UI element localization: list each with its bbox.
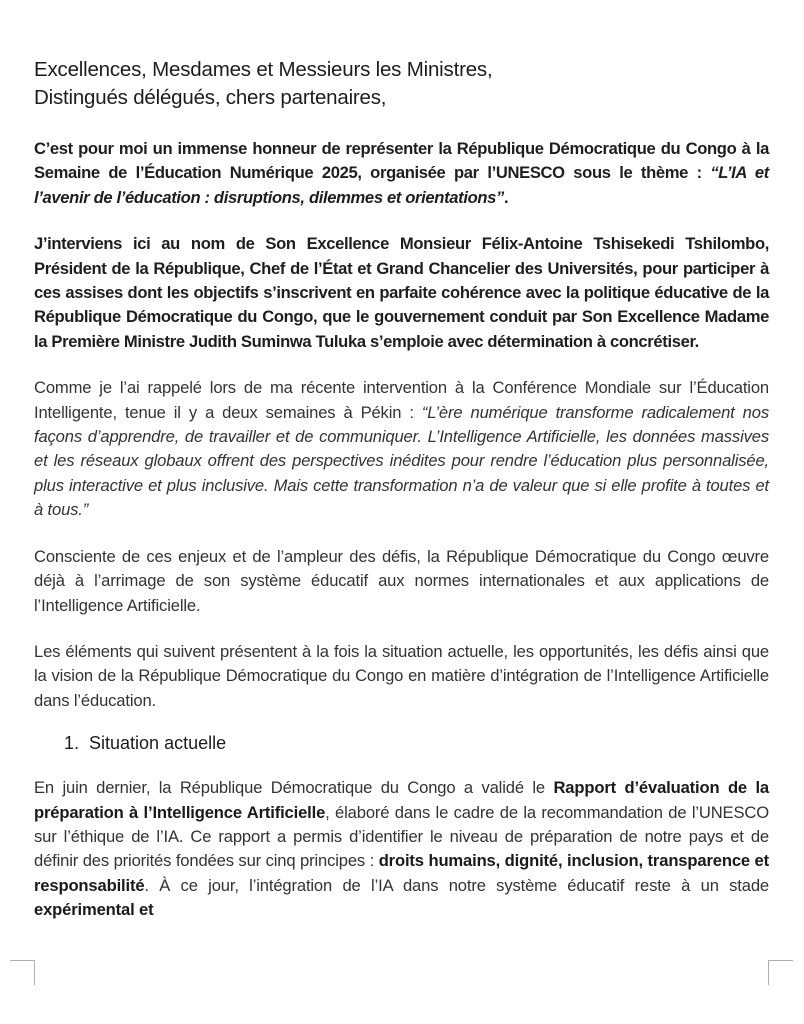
- paragraph-beijing-conference: [34, 376, 769, 522]
- beijing-quote: “L’ère numérique transforme radicalement nos façons d’apprendre, de travailler et de communiquer. L’Intelligence Artificielle, les données massives et les réseaux globaux offrent des perspectives inédites pour rendre l’éducation plus personnalisée, plus interactive et plus inclusive. Mais cette transformation n’a de valeur que si elle profite à toutes et à tous.”: [34, 402, 769, 520]
- paragraph-intro: [34, 137, 769, 210]
- paragraph-mandate: J’interviens ici au nom de Son Excellence Monsieur Félix-Antoine Tshisekedi Tshilombo, Président de la République, Chef de l’État et Grand Chancelier des Universités, pour participer à ces assises dont les objectifs s’inscrivent en parfaite cohérence avec la politique éducative de la République Démocratique du Congo, que le gouvernement conduit par Son Excellence Madame la Première Ministre Judith Suminwa Tuluka s’emploie avec détermination à concrétiser.: [34, 234, 769, 351]
- section-heading: [34, 731, 769, 755]
- salutation: [34, 56, 769, 112]
- text-segment: . À ce jour, l’intégration de l’IA dans notre système éducatif reste à un stade: [144, 875, 769, 895]
- bold-report-title: Rapport d’évaluation de la préparation à l’Intelligence Artificielle: [34, 778, 770, 822]
- salutation-line-2: Distingués délégués, chers partenaires,: [34, 86, 387, 109]
- page-corner-mark-right: [768, 960, 793, 985]
- paragraph-intro-end: .: [503, 187, 509, 207]
- theme-quote: “L’IA et l’avenir de l’éducation : disruptions, dilemmes et orientations”: [34, 163, 769, 207]
- page-corner-mark-left: [10, 960, 35, 985]
- text-segment: En juin dernier, la République Démocratique du Congo a validé le: [34, 778, 554, 798]
- paragraph-awareness: Consciente de ces enjeux et de l’ampleur des défis, la République Démocratique du Congo œuvre déjà à l’arrimage de son système éducatif aux normes internationales et aux applications de l’Intelligence Artificielle.: [34, 546, 769, 615]
- document-page: [34, 56, 769, 923]
- bold-stage: expérimental et: [34, 900, 154, 920]
- bold-principles: droits humains, dignité, inclusion, transparence et responsabilité: [34, 851, 770, 895]
- paragraph-current-situation: [34, 776, 769, 922]
- salutation-line-1: Excellences, Mesdames et Messieurs les Ministres,: [34, 58, 493, 81]
- section-title: Situation actuelle: [89, 733, 227, 754]
- paragraph-intro-text: C’est pour moi un immense honneur de représenter la République Démocratique du Congo à la Semaine de l’Éducation Numérique 2025, organisée par l’UNESCO sous le thème :: [34, 139, 769, 183]
- text-segment: , élaboré dans le cadre de la recommandation de l’UNESCO sur l’éthique de l’IA. Ce rapport a permis d’identifier le niveau de préparation de notre pays et de définir des priorités fondées sur cinq principes :: [34, 802, 769, 871]
- paragraph-beijing-text: Comme je l’ai rappelé lors de ma récente intervention à la Conférence Mondiale sur l’Éducation Intelligente, tenue il y a deux semaines à Pékin :: [34, 378, 769, 422]
- section-number: 1.: [64, 733, 80, 754]
- paragraph-outline: Les éléments qui suivent présentent à la fois la situation actuelle, les opportunités, les défis ainsi que la vision de la République Démocratique du Congo en matière d’intégration de l’Intelligence Artificielle dans l’éducation.: [34, 641, 769, 710]
